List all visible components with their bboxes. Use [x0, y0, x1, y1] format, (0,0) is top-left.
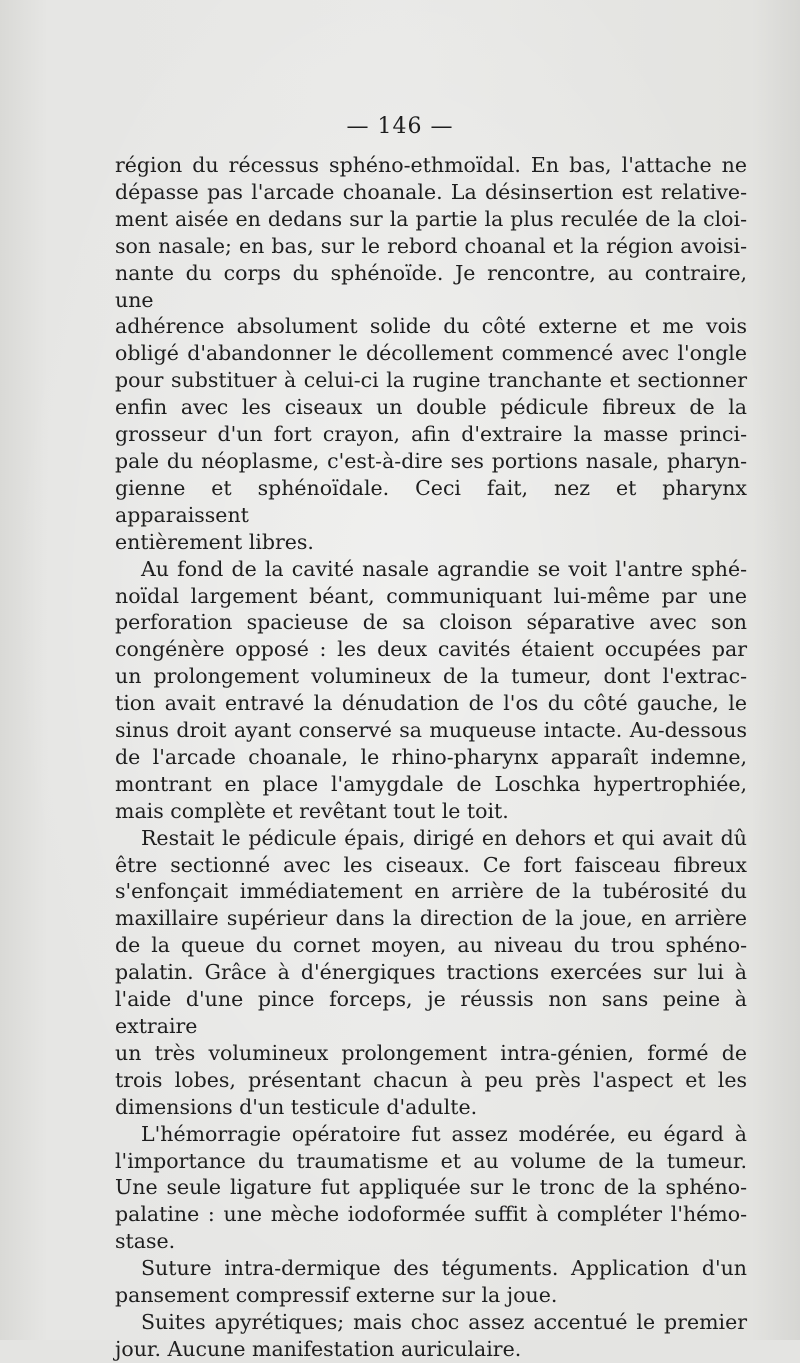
text-line: entièrement libres. [115, 529, 314, 554]
text-line: pale du néoplasme, c'est-à-dire ses portions nasale, pharyn- [115, 448, 747, 473]
text-line: palatine : une mèche iodoformée suffit à compléter l'hémo- [115, 1202, 747, 1227]
text-line: L'hémorragie opératoire fut assez modérée, eu égard à [141, 1121, 747, 1146]
text-line: Suture intra-dermique des téguments. Application d'un [141, 1256, 747, 1281]
text-line: Au fond de la cavité nasale agrandie se voit l'antre sphé- [141, 556, 747, 581]
paragraph-1 [115, 152, 747, 556]
text-line: l'aide d'une pince forceps, je réussis non sans peine à extraire [115, 987, 747, 1038]
text-line: s'enfonçait immédiatement en arrière de la tubérosité du [115, 879, 747, 904]
text-line: Suites apyrétiques; mais choc assez accentué le premier [141, 1309, 747, 1334]
text-line: enfin avec les ciseaux un double pédicule fibreux de la [115, 395, 747, 420]
text-line: l'importance du traumatisme et au volume de la tumeur. [115, 1148, 747, 1173]
text-line: sinus droit ayant conservé sa muqueuse intacte. Au-dessous [115, 718, 747, 743]
text-line: gienne et sphénoïdale. Ceci fait, nez et pharynx apparaissent [115, 475, 747, 527]
text-line: un prolongement volumineux de la tumeur, dont l'extrac- [115, 664, 747, 689]
text-line: congénère opposé : les deux cavités étaient occupées par [115, 637, 747, 662]
text-line: grosseur d'un fort crayon, afin d'extraire la masse princi- [115, 422, 747, 447]
text-line: pansement compressif externe sur la joue. [115, 1283, 558, 1308]
text-line: montrant en place l'amygdale de Loschka hypertrophiée, [115, 771, 747, 796]
text-line: être sectionné avec les ciseaux. Ce fort faisceau fibreux [115, 852, 747, 877]
text-line: mais complète et revêtant tout le toit. [115, 798, 509, 823]
text-line: de l'arcade choanale, le rhino-pharynx apparaît indemne, [115, 744, 747, 769]
text-line: perforation spacieuse de sa cloison séparative avec son [115, 610, 747, 635]
text-line: trois lobes, présentant chacun à peu près l'aspect et les [115, 1067, 747, 1092]
text-line: noïdal largement béant, communiquant lui-même par une [115, 583, 747, 608]
page-number: — 146 — [346, 114, 454, 139]
paragraph-3 [115, 825, 747, 1121]
text-line: dépasse pas l'arcade choanale. La désinsertion est relative- [115, 179, 747, 204]
text-line: Une seule ligature fut appliquée sur le tronc de la sphéno- [115, 1175, 747, 1200]
paragraph-5 [115, 1255, 747, 1309]
paragraph-4 [115, 1121, 747, 1256]
text-line: ment aisée en dedans sur la partie la plus reculée de la cloi- [115, 206, 747, 231]
text-line: maxillaire supérieur dans la direction de la joue, en arrière [115, 906, 747, 931]
text-line: de la queue du cornet moyen, au niveau du trou sphéno- [115, 933, 747, 958]
text-line: un très volumineux prolongement intra-génien, formé de [115, 1040, 747, 1065]
text-line: tion avait entravé la dénudation de l'os du côté gauche, le [115, 691, 747, 716]
paragraph-2 [115, 556, 747, 825]
paragraph-6 [115, 1309, 747, 1363]
text-line: palatin. Grâce à d'énergiques tractions exercées sur lui à [115, 960, 747, 985]
text-line: son nasale; en bas, sur le rebord choanal et la région avoisi- [115, 233, 747, 258]
text-line: région du récessus sphéno-ethmoïdal. En bas, l'attache ne [115, 153, 747, 177]
text-line: pour substituer à celui-ci la rugine tranchante et sectionner [115, 368, 747, 393]
text-line: stase. [115, 1229, 176, 1254]
text-line: adhérence absolument solide du côté externe et me vois [115, 314, 747, 339]
body-text [115, 152, 747, 1363]
text-line: Restait le pédicule épais, dirigé en dehors et qui avait dû [141, 825, 747, 850]
text-line: dimensions d'un testicule d'adulte. [115, 1094, 478, 1119]
text-line: jour. Aucune manifestation auriculaire. [115, 1336, 522, 1361]
text-line: obligé d'abandonner le décollement commencé avec l'ongle [115, 341, 747, 366]
text-line: nante du corps du sphénoïde. Je rencontre, au contraire, une [115, 260, 747, 312]
